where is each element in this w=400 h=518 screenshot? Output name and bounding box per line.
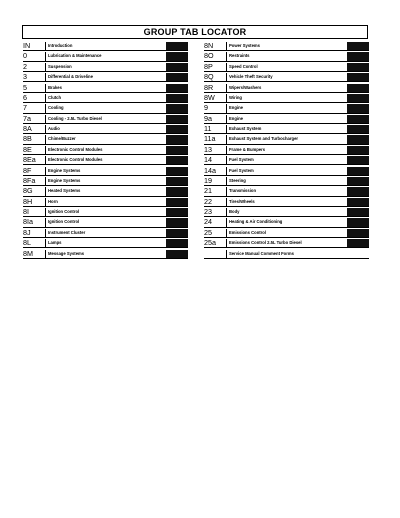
tab-number: 14a [204,166,216,175]
tab-marker-block [166,250,188,258]
tab-row[interactable] [204,218,369,227]
tab-marker-block [347,146,369,154]
tab-marker-block [347,177,369,185]
tab-label: Engine [226,115,347,123]
tab-label: Heated Systems [45,187,166,195]
tab-number: 8P [204,62,213,71]
tab-label: Differential & Driveline [45,73,166,81]
tab-label: Wipers/Washers [226,84,347,92]
tab-row[interactable] [23,187,188,196]
tab-marker-block [347,229,369,237]
tab-marker-block [166,208,188,216]
tab-row[interactable] [204,104,369,113]
tab-marker-block [347,115,369,123]
tab-row[interactable] [23,177,188,186]
tab-marker-block [347,63,369,71]
tab-label: Wiring [226,94,347,102]
tab-marker-block [166,42,188,50]
tab-row[interactable] [23,218,188,227]
tab-row[interactable] [204,146,369,155]
tab-marker-block [166,94,188,102]
tab-number: 8L [23,239,31,248]
tab-row[interactable] [23,229,188,238]
tab-row[interactable] [204,250,369,259]
tab-number: 13 [204,145,212,154]
tab-row[interactable] [23,84,188,93]
tab-label: Message Systems [45,250,166,258]
tab-row[interactable] [23,198,188,207]
tab-marker-block [347,104,369,112]
tab-row[interactable] [204,156,369,165]
tab-number: 22 [204,197,212,206]
tab-marker-block [347,250,369,258]
tab-row[interactable] [204,177,369,186]
tab-label: Transmission [226,187,347,195]
tab-number: 5 [23,83,27,92]
tab-marker-block [166,218,188,226]
tab-marker-block [166,167,188,175]
tab-label: Engine Systems [45,167,166,175]
tab-row[interactable] [204,208,369,217]
tab-number: 21 [204,187,212,196]
tab-label: Emissions Control 2.5L Turbo Diesel [226,239,347,247]
tab-row[interactable] [204,73,369,82]
tab-row[interactable] [204,229,369,238]
tab-label: Horn [45,198,166,206]
tab-label: Steering [226,177,347,185]
tab-marker-block [347,218,369,226]
tab-marker-block [347,156,369,164]
tab-marker-block [347,198,369,206]
tab-number: 11 [204,125,212,133]
tab-label: Body [226,208,347,216]
tab-row[interactable] [23,146,188,155]
tab-marker-block [166,52,188,60]
tab-number: 6 [23,93,27,102]
tab-label: Cooling - 2.5L Turbo Diesel [45,115,166,123]
tab-row[interactable] [23,63,188,72]
right-tab-column [204,42,369,260]
tab-label: Fuel System [226,156,347,164]
tab-label: Instrument Cluster [45,229,166,237]
tab-number: 8W [204,93,215,102]
tab-number: 8B [23,135,32,144]
tab-row[interactable] [204,42,369,51]
tab-row[interactable] [23,239,188,248]
tab-label: Vehicle Theft Security [226,73,347,81]
tab-number: 19 [204,176,212,185]
tab-row[interactable] [204,84,369,93]
tab-marker-block [347,84,369,92]
tab-label: Introduction [45,42,166,50]
tab-label: Brakes [45,84,166,92]
tab-marker-block [166,239,188,247]
tab-number: 25 [204,228,212,237]
tab-marker-block [347,73,369,81]
tab-row[interactable] [23,73,188,82]
tab-label: Tires/Wheels [226,198,347,206]
tab-number: 8Fa [23,176,36,185]
tab-row[interactable] [204,187,369,196]
left-tab-column [23,42,188,260]
tab-marker-block [347,167,369,175]
tab-row[interactable] [23,104,188,113]
tab-marker-block [166,125,188,133]
tab-number: 2 [23,62,27,71]
tab-label: Ignition Control [45,208,166,216]
tab-row[interactable] [23,156,188,165]
tab-row[interactable] [204,135,369,144]
tab-marker-block [166,104,188,112]
tab-marker-block [347,239,369,247]
tab-marker-block [166,84,188,92]
tab-row[interactable] [23,135,188,144]
tab-marker-block [347,42,369,50]
tab-marker-block [166,198,188,206]
tab-marker-block [166,115,188,123]
tab-row[interactable] [204,115,369,124]
tab-number: 0 [23,52,27,61]
tab-label: Power Systems [226,42,347,50]
tab-label: Clutch [45,94,166,102]
tab-number: 8Ea [23,156,36,165]
tab-row[interactable] [204,52,369,61]
tab-number: 7 [23,104,27,113]
tab-number: 8H [23,197,33,206]
tab-label: Speed Control [226,63,347,71]
tab-number: 23 [204,208,212,216]
tab-label: Emissions Control [226,229,347,237]
tab-marker-block [347,125,369,133]
tab-label: Engine Systems [45,177,166,185]
tab-number: 9 [204,104,208,113]
tab-label: Exhaust System [226,125,347,133]
tab-row[interactable] [23,167,188,176]
tab-number: 8Q [204,73,214,82]
tab-number: 25a [204,239,216,248]
tab-label: Suspension [45,63,166,71]
tab-row[interactable] [204,198,369,207]
tab-number: 7a [23,114,31,123]
tab-row[interactable] [204,125,369,134]
tab-marker-block [166,63,188,71]
tab-marker-block [166,229,188,237]
tab-label: Heating & Air Conditioning [226,218,347,226]
tab-number: 24 [204,218,212,227]
page-title: GROUP TAB LOCATOR [22,25,368,39]
tab-number: 8F [23,166,32,175]
tab-marker-block [347,94,369,102]
tab-row[interactable] [204,239,369,248]
tab-marker-block [166,177,188,185]
tab-label: Ignition Control [45,218,166,226]
tab-label: Cooling [45,104,166,112]
tab-marker-block [166,73,188,81]
tab-label: Exhaust System and Turbocharger [226,135,347,143]
tab-number [204,250,226,258]
tab-label: Chime/Buzzer [45,135,166,143]
tab-row[interactable] [23,115,188,124]
tab-marker-block [166,156,188,164]
tab-number: 8E [23,145,32,154]
tab-number: 8I [23,208,29,216]
tab-row[interactable] [23,250,188,259]
tab-label: Electronic Control Modules [45,146,166,154]
tab-number: IN [23,42,31,50]
tab-row[interactable] [204,167,369,176]
tab-row[interactable] [23,208,188,217]
tab-number: 8J [23,228,31,237]
tab-number: 8R [204,83,214,92]
tab-number: 8A [23,125,32,133]
tab-number: 8M [23,249,33,258]
tab-label: Restraints [226,52,347,60]
tab-marker-block [166,146,188,154]
tab-number: 3 [23,73,27,82]
tab-marker-block [166,135,188,143]
tab-row[interactable] [23,52,188,61]
tab-number: 9a [204,114,212,123]
tab-row[interactable] [204,94,369,103]
tab-label: Fuel System [226,167,347,175]
tab-number: 14 [204,156,212,165]
tab-label: Service Manual Comment Forms [226,250,347,258]
tab-marker-block [347,187,369,195]
tab-label: Frame & Bumpers [226,146,347,154]
tab-label: Lubrication & Maintenance [45,52,166,60]
tab-label: Engine [226,104,347,112]
tab-marker-block [347,135,369,143]
tab-number: 8Ia [23,218,33,227]
tab-marker-block [347,52,369,60]
tab-number: 8G [23,187,33,196]
tab-label: Electronic Control Modules [45,156,166,164]
tab-row[interactable] [23,42,188,51]
tab-marker-block [347,208,369,216]
tab-marker-block [166,187,188,195]
tab-row[interactable] [23,94,188,103]
tab-number: 8N [204,42,214,50]
tab-label: Audio [45,125,166,133]
tab-row[interactable] [204,63,369,72]
tab-number: 8O [204,52,214,61]
tab-label: Lamps [45,239,166,247]
tab-number: 11a [204,135,216,144]
tab-row[interactable] [23,125,188,134]
